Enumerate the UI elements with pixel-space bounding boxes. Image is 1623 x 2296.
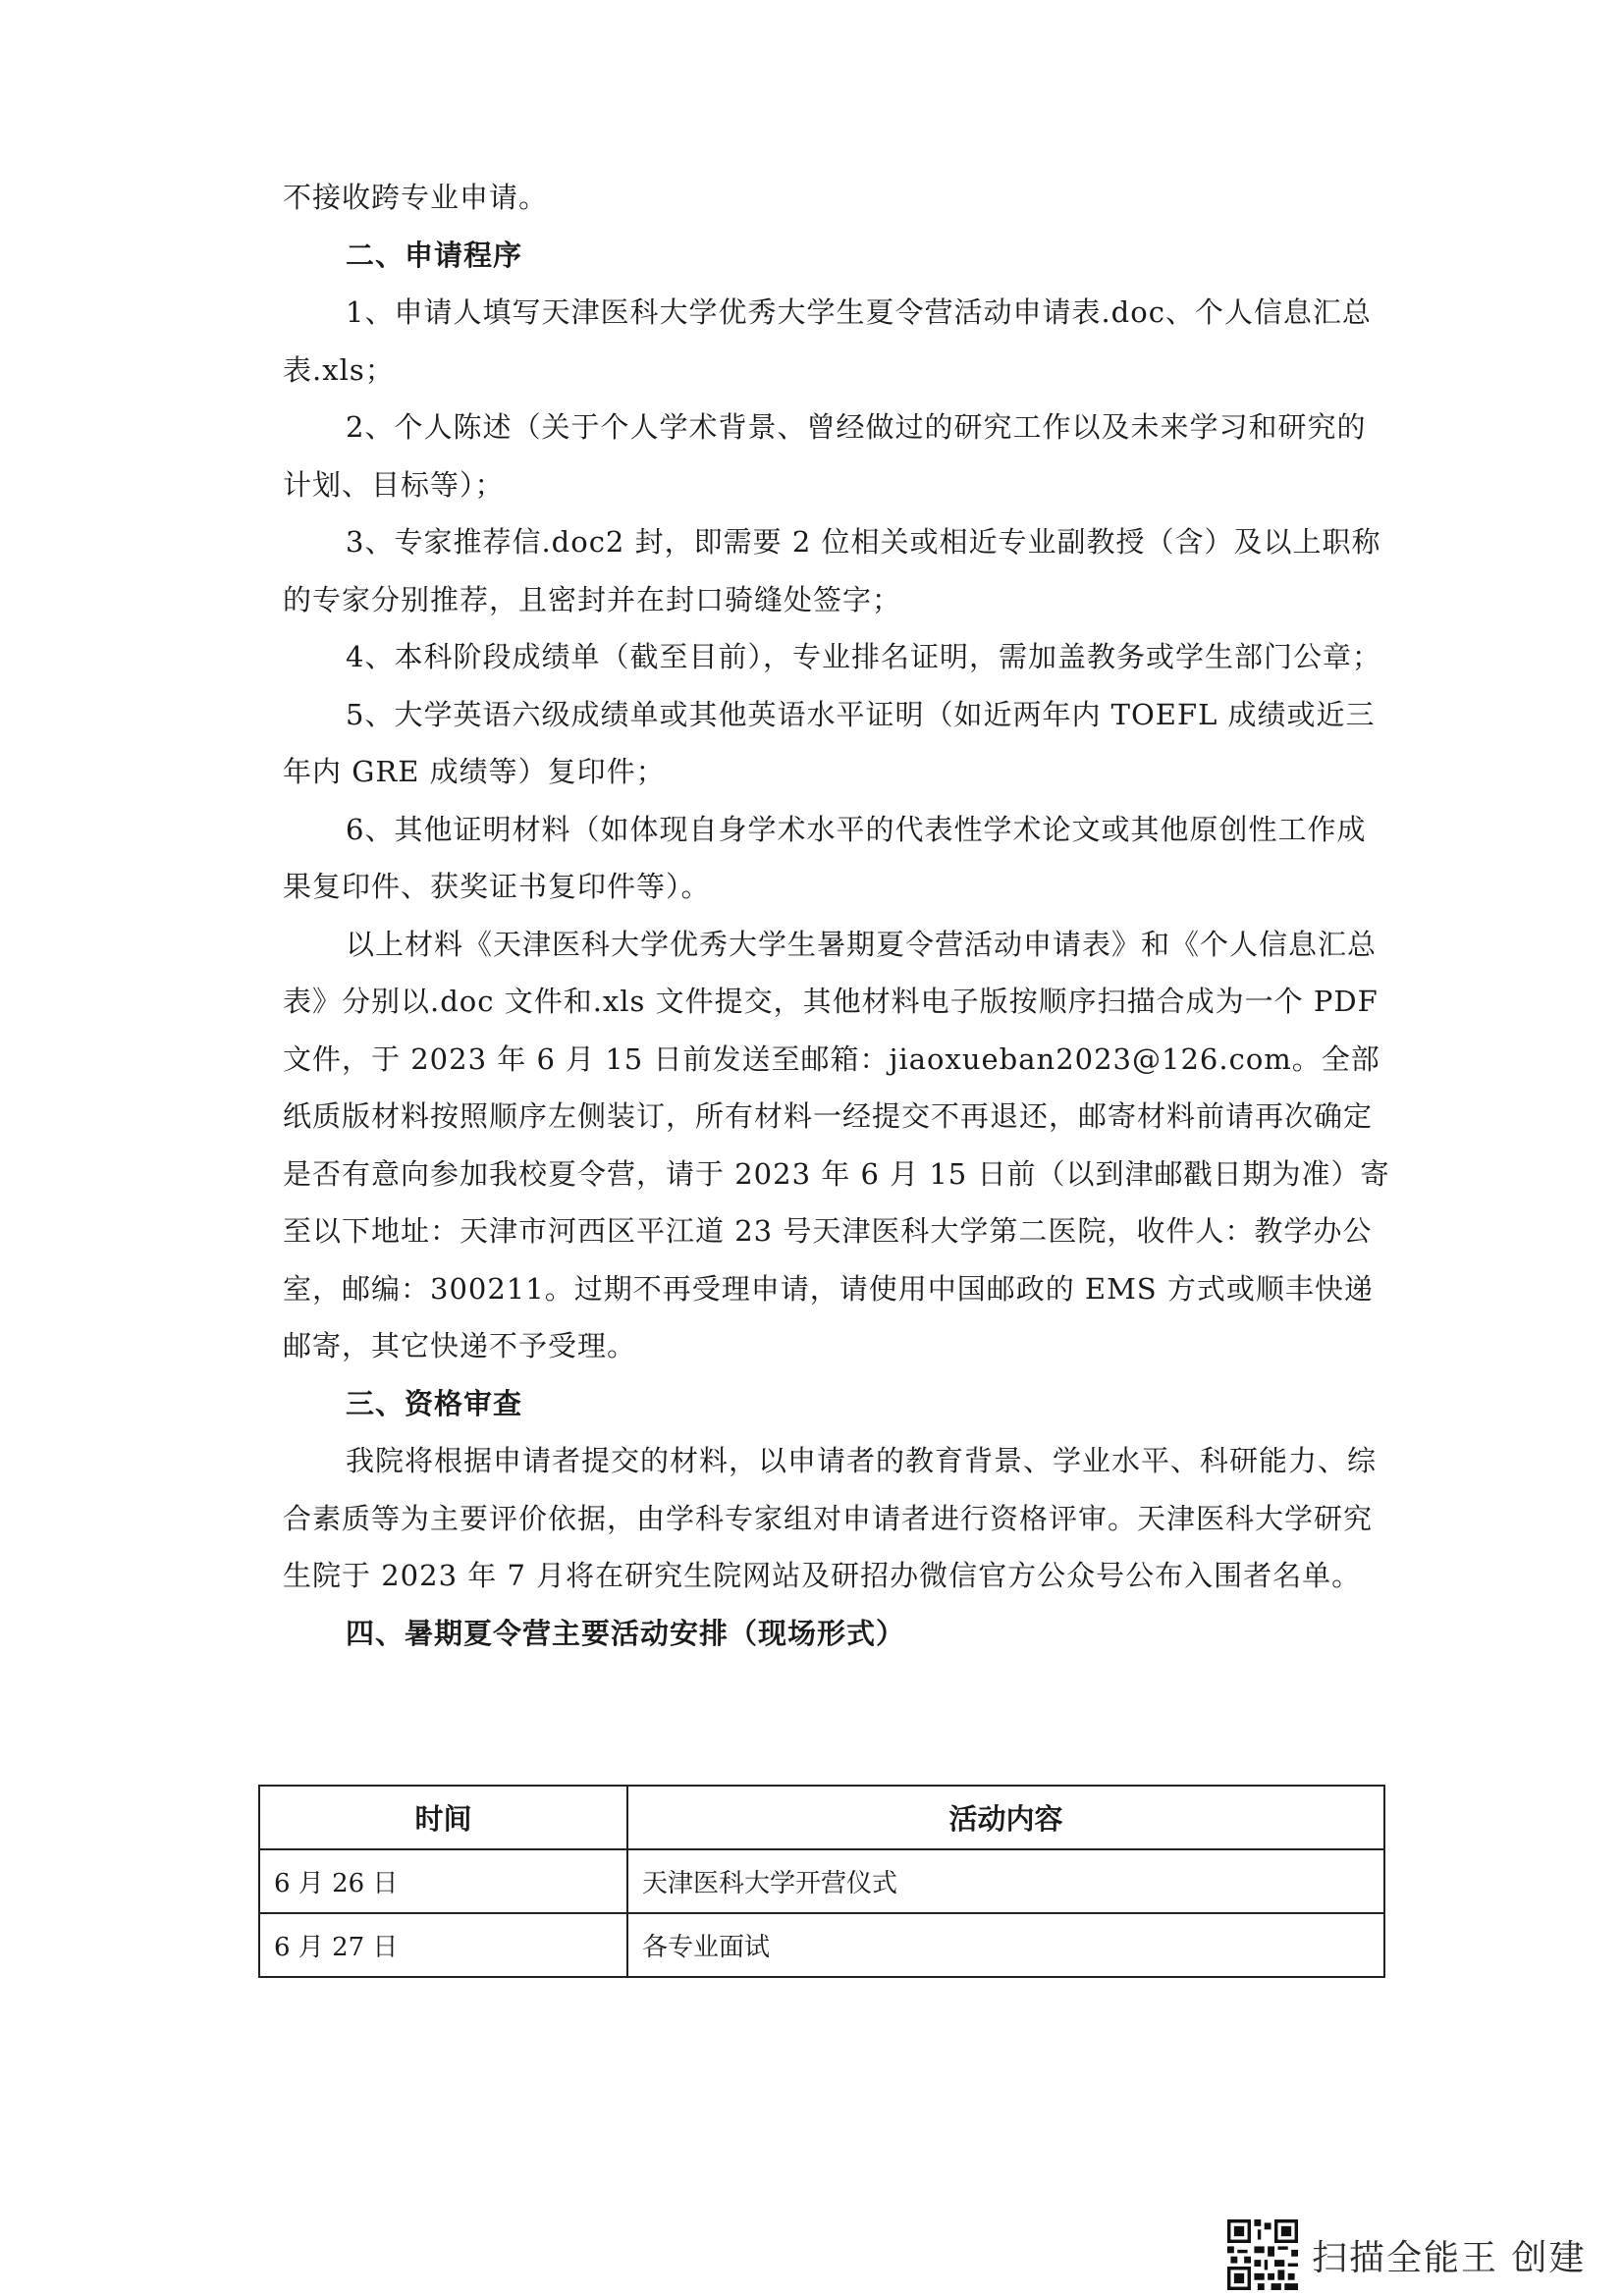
section-heading-activity-schedule: 四、暑期夏令营主要活动安排（现场形式） [346,1616,906,1650]
scanner-watermark-text: 扫描全能王 创建 [1312,2237,1587,2278]
table-header-row [259,1786,1384,1849]
section-heading-application-procedure: 二、申请程序 [346,238,523,272]
table-cell-date: 6 月 26 日 [259,1849,627,1913]
paragraph-submission-instructions: 以上材料《天津医科大学优秀大学生暑期夏令营活动申请表》和《个人信息汇总表》分别以.doc 文件和.xls 文件提交，其他材料电子版按顺序扫描合成为一个 PDF 文件，于 2023 年 6 月 15 日前发送至邮箱：jiaoxueban2023@126.com。全部纸质版材料按照顺序左侧装订，所有材料一经提交不再退还，邮寄材料前请再次确定是否有意向参加我校夏令营，请于 2023 年 6 月 15 日前（以到津邮戳日期为准）寄至以下地址：天津市河西区平江道 23 号天津医科大学第二医院，收件人：教学办公室，邮编：300211。过期不再受理申请，请使用中国邮政的 EMS 方式或顺丰快递邮寄，其它快递不予受理。 [283,927,1390,1362]
scanner-watermark [1227,2220,1586,2289]
paragraph-item-5: 5、大学英语六级成绩单或其他英语水平证明（如近两年内 TOEFL 成绩或近三年内 GRE 成绩等）复印件； [283,697,1376,788]
paragraph-item-6: 6、其他证明材料（如体现自身学术水平的代表性学术论文或其他原创性工作成果复印件、获奖证书复印件等）。 [283,812,1367,903]
paragraph-item-2: 2、个人陈述（关于个人学术背景、曾经做过的研究工作以及未来学习和研究的计划、目标等）； [283,410,1367,502]
table-cell-date: 6 月 27 日 [259,1913,627,1977]
column-header-time: 时间 [259,1786,627,1849]
schedule-table [258,1785,1385,1978]
qr-code-icon [1227,2219,1298,2290]
paragraph-cross-major: 不接收跨专业申请。 [283,181,549,214]
document-body [283,169,1390,1662]
paragraph-item-4: 4、本科阶段成绩单（截至目前），专业排名证明，需加盖教务或学生部门公章； [346,640,1381,673]
table-cell-activity: 天津医科大学开营仪式 [627,1849,1384,1913]
paragraph-item-3: 3、专家推荐信.doc2 封，即需要 2 位相关或相近专业副教授（含）及以上职称的专家分别推荐，且密封并在封口骑缝处签字； [283,525,1381,616]
table-row [259,1849,1384,1913]
paragraph-item-1: 1、申请人填写天津医科大学优秀大学生夏令营活动申请表.doc、个人信息汇总表.xls； [283,295,1372,387]
column-header-activity: 活动内容 [627,1786,1384,1849]
section-heading-eligibility-review: 三、资格审查 [346,1386,523,1420]
paragraph-eligibility-review: 我院将根据申请者提交的材料，以申请者的教育背景、学业水平、科研能力、综合素质等为主要评价依据，由学科专家组对申请者进行资格评审。天津医科大学研究生院于 2023 年 7 月将在研究生院网站及研招办微信官方公众号公布入围者名单。 [283,1444,1378,1592]
table-row [259,1913,1384,1977]
table-cell-activity: 各专业面试 [627,1913,1384,1977]
